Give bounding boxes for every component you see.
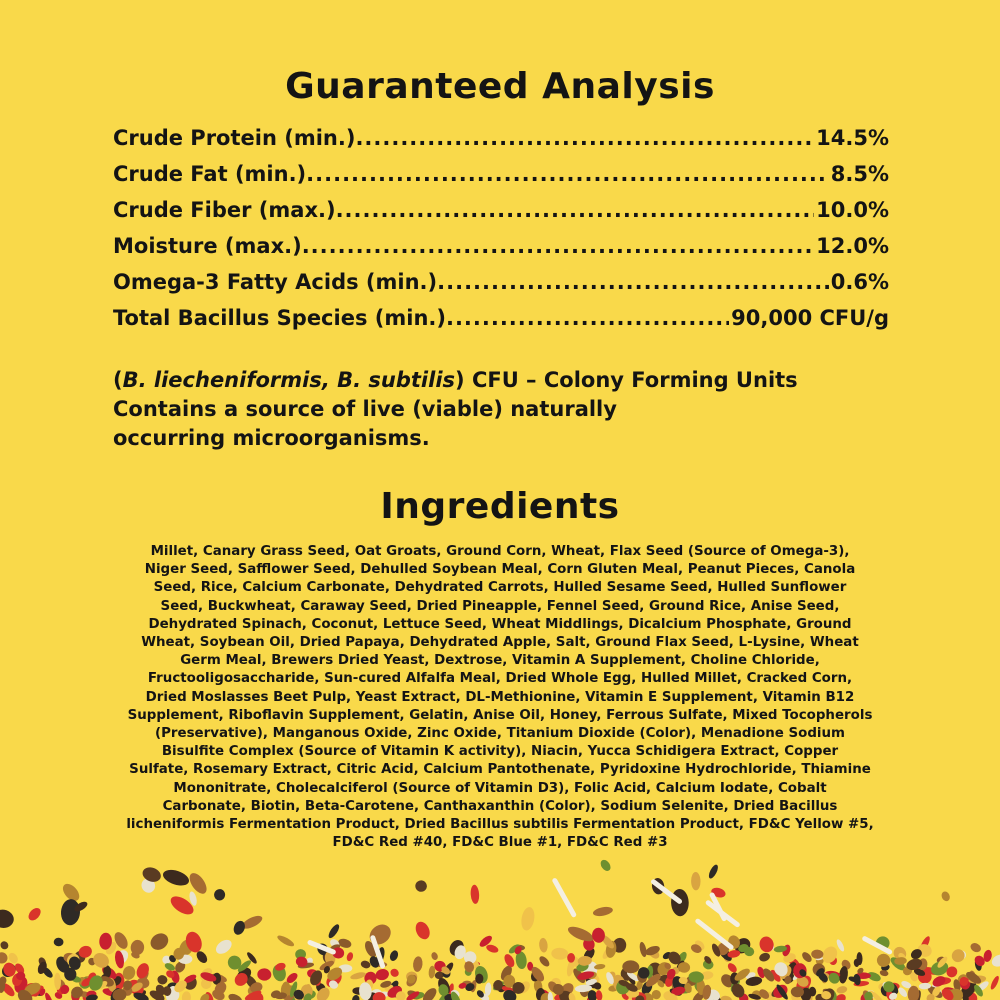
seed-piece	[412, 956, 423, 972]
ingredients-line: Fructooligosaccharide, Sun-cured Alfalfa Meal, Dried Whole Egg, Hulled Millet, Cracked Corn,	[147, 671, 853, 687]
bacillus-species-names: B. liecheniformis, B. subtilis	[122, 368, 456, 392]
dot-leader	[355, 126, 814, 150]
seed-piece	[940, 890, 951, 902]
seed-piece	[232, 919, 247, 936]
seed-piece	[707, 863, 720, 879]
seed-piece	[969, 941, 983, 954]
seed-piece	[60, 898, 81, 925]
cfu-note-line-1: (B. liecheniformis, B. subtilis) CFU – Colony Forming Units	[113, 368, 798, 392]
seed-piece	[186, 870, 210, 896]
ingredients-line: Wheat, Soybean Oil, Dried Papaya, Dehydrated Apple, Salt, Ground Flax Seed, L-Lysine, Wheat	[141, 635, 859, 651]
analysis-label: Moisture (max.)	[113, 234, 302, 258]
seed-piece	[257, 968, 272, 981]
analysis-value: 12.0%	[816, 234, 889, 258]
seed-piece	[346, 951, 354, 961]
analysis-row-bacillus	[113, 306, 889, 342]
coconut-flake	[551, 877, 577, 918]
ingredients-line: Millet, Canary Grass Seed, Oat Groats, Ground Corn, Wheat, Flax Seed (Source of Omega-3),	[150, 544, 850, 559]
seed-piece	[327, 923, 341, 940]
ingredients-line: Supplement, Riboflavin Supplement, Gelatin, Anise Oil, Honey, Ferrous Sulfate, Mixed Tocopherols	[127, 707, 873, 723]
coconut-flake	[705, 899, 741, 928]
seed-piece	[599, 858, 613, 873]
seed-piece	[213, 937, 234, 957]
seed-piece	[726, 961, 738, 974]
analysis-row-crude-fiber	[113, 198, 889, 234]
ingredients-line: Carbonate, Biotin, Beta-Carotene, Canthaxanthin (Color), Sodium Selenite, Dried Bacillus	[162, 798, 838, 814]
ingredients-line: FD&C Red #40, FD&C Blue #1, FD&C Red #3	[332, 835, 668, 851]
analysis-row-omega-3	[113, 270, 889, 306]
ingredients-line: (Preservative), Manganous Oxide, Zinc Oxide, Titanium Dioxide (Color), Menadione Sodium	[154, 726, 846, 742]
analysis-value: 90,000 CFU/g	[731, 306, 889, 330]
seed-piece	[720, 995, 732, 1000]
analysis-label: Total Bacillus Species (min.)	[113, 306, 446, 330]
ingredients-line: licheniformis Fermentation Product, Dried Bacillus subtilis Fermentation Product, FD&C Yellow #5,	[126, 817, 874, 833]
analysis-value: 14.5%	[816, 126, 889, 150]
seed-piece	[567, 953, 575, 963]
analysis-row-crude-fat	[113, 162, 889, 198]
seed-piece	[389, 967, 401, 979]
seed-piece	[551, 947, 569, 960]
seed-piece	[879, 969, 889, 977]
analysis-row-crude-protein	[113, 126, 889, 162]
analysis-value: 0.6%	[830, 270, 889, 294]
seed-piece	[44, 992, 55, 1000]
seed-mix-photo	[0, 855, 1000, 1000]
seed-piece	[949, 947, 967, 965]
seed-piece	[54, 938, 64, 947]
seed-piece	[161, 867, 191, 888]
dot-leader	[437, 270, 829, 294]
ingredients-line: Dehydrated Spinach, Coconut, Lettuce Seed, Wheat Middlings, Dicalcium Phosphate, Ground	[148, 616, 852, 632]
seed-piece	[420, 986, 439, 1000]
seed-piece	[592, 905, 613, 917]
cfu-note	[113, 366, 913, 453]
ingredients-line: Germ Meal, Brewers Dried Yeast, Dextrose, Vitamin A Supplement, Choline Chloride,	[180, 653, 820, 669]
seed-piece	[413, 919, 432, 941]
seed-piece	[375, 968, 391, 982]
guaranteed-analysis-table	[113, 126, 889, 342]
seed-piece	[0, 940, 10, 951]
seed-piece	[415, 880, 428, 892]
seed-piece	[388, 949, 399, 962]
analysis-label: Crude Fiber (max.)	[113, 198, 336, 222]
seed-piece	[502, 952, 516, 968]
seed-piece	[213, 888, 226, 901]
seed-piece	[470, 884, 480, 904]
seed-piece	[0, 908, 15, 929]
seed-piece	[835, 938, 845, 952]
ingredients-line: Bisulfite Complex (Source of Vitamin K activity), Niacin, Yucca Schidigera Extract, Copper	[161, 744, 839, 760]
analysis-row-moisture	[113, 234, 889, 270]
seed-piece	[638, 941, 647, 957]
seed-piece	[758, 935, 776, 954]
analysis-label: Omega-3 Fatty Acids (min.)	[113, 270, 438, 294]
dot-leader	[336, 198, 815, 222]
cfu-note-line-3: occurring microorganisms.	[113, 426, 430, 450]
seed-piece	[538, 938, 548, 953]
seed-piece	[836, 985, 848, 994]
seed-piece	[350, 971, 367, 981]
seed-piece	[26, 906, 43, 923]
ingredients-line: Sulfate, Rosemary Extract, Citric Acid, Calcium Pantothenate, Pyridoxine Hydrochloride, Thiamine	[129, 762, 871, 778]
seed-piece	[538, 954, 552, 968]
seed-piece	[691, 872, 701, 891]
seed-piece	[147, 930, 171, 953]
ingredients-title: Ingredients	[380, 486, 620, 527]
ingredients-line: Mononitrate, Cholecalciferol (Source of Vitamin D3), Folic Acid, Calcium Iodate, Cobalt	[173, 780, 827, 796]
seed-piece	[485, 943, 499, 954]
analysis-value: 10.0%	[816, 198, 889, 222]
dot-leader	[306, 162, 829, 186]
seed-piece	[134, 961, 151, 980]
seed-piece	[989, 975, 1000, 991]
ingredients-list	[82, 543, 918, 852]
seed-piece	[360, 960, 371, 970]
seed-piece	[156, 974, 168, 986]
ingredients-line: Dried Moslasses Beet Pulp, Yeast Extract, DL-Methionine, Vitamin E Supplement, Vitamin B12	[145, 689, 855, 705]
dot-leader	[446, 306, 729, 330]
seed-piece	[520, 906, 537, 931]
cfu-note-line-2: Contains a source of live (viable) naturally	[113, 397, 617, 421]
seed-piece	[276, 934, 296, 949]
seed-piece	[430, 951, 439, 961]
analysis-label: Crude Protein (min.)	[113, 126, 356, 150]
ingredients-line: Seed, Rice, Calcium Carbonate, Dehydrated Carrots, Hulled Sesame Seed, Hulled Sunflower	[153, 580, 847, 596]
seed-piece	[351, 994, 360, 1000]
dot-leader	[302, 234, 814, 258]
ingredients-line: Niger Seed, Safflower Seed, Dehulled Soybean Meal, Corn Gluten Meal, Peanut Pieces, Canola	[144, 562, 856, 578]
guaranteed-analysis-title: Guaranteed Analysis	[285, 66, 715, 107]
analysis-value: 8.5%	[830, 162, 889, 186]
seed-piece	[227, 992, 243, 1000]
ingredients-line: Seed, Buckwheat, Caraway Seed, Dried Pineapple, Fennel Seed, Ground Rice, Anise Seed,	[160, 598, 840, 614]
seed-piece	[181, 991, 191, 1000]
seed-piece	[758, 951, 771, 963]
analysis-label: Crude Fat (min.)	[113, 162, 307, 186]
seed-piece	[800, 950, 813, 963]
